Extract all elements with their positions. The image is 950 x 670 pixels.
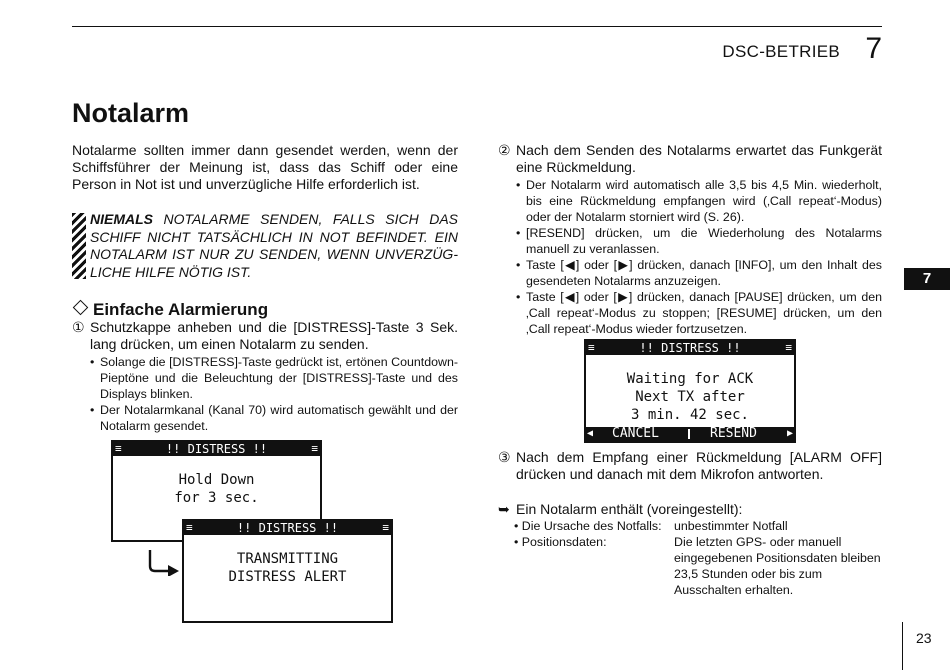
lcd-line: TRANSMITTING	[236, 551, 339, 567]
step-3-number: ③	[498, 449, 511, 465]
step-1-text: Schutzkappe anheben und die [DISTRESS]-Taste 3 Sek. lang drücken, um einen Notalarm zu senden.	[90, 319, 458, 352]
step-2-number: ②	[498, 142, 511, 158]
chapter-tab: 7	[904, 268, 950, 290]
lcd-line: DISTRESS ALERT	[228, 569, 347, 585]
header-rule	[72, 26, 882, 27]
lcd-waiting-ack	[584, 339, 796, 443]
lcd-line: for 3 sec.	[174, 490, 259, 506]
lcd-title-bar: !! DISTRESS !!	[113, 442, 320, 456]
note-text: Ein Notalarm enthält (voreingestellt):	[516, 501, 743, 517]
warning-block	[72, 211, 458, 281]
lcd-line: Hold Down	[178, 472, 255, 488]
step-1	[72, 319, 458, 434]
arrow-right-icon	[146, 548, 182, 576]
warning-body: NOTALARME SENDEN, FALLS SICH DAS SCHIFF NICHT TATSÄCHLICH IN NOT BEFINDET. EIN NOTALARM IST NUR ZU SENDEN, WENN UNVERZÜGLICHE HILFE NÖTIG IST.	[90, 211, 458, 280]
note-arrow-icon: ➥	[498, 501, 510, 517]
page-number: 23	[916, 630, 932, 646]
step-1-bullets	[90, 354, 458, 434]
warning-text	[90, 211, 458, 281]
note-value: Die letzten GPS- oder manuell eingegebenen Positionsdaten bleiben 23,5 Stunden oder bis zum Ausschalten erhalten.	[674, 535, 881, 597]
menu-icon: ≡	[785, 341, 792, 354]
section-number: 7	[865, 32, 882, 65]
lcd-title-bar: !! DISTRESS !!	[586, 341, 794, 355]
footer-rule	[902, 622, 903, 670]
intro-paragraph: Notalarme sollten immer dann gesendet werden, wenn der Schiffsführer der Meinung ist, dass das Schiff oder eine Person in Not ist und unverzügliche Hilfe erforderlich ist.	[72, 142, 458, 192]
lcd-line: Next TX after	[635, 389, 745, 405]
list-item: • Der Notalarm wird automatisch alle 3,5 bis 4,5 Min. wiederholt, bis eine Rückmeldung empfangen wird (‚Call repeat‘-Modus) oder der Notalarm storniert wird (S. 26).	[516, 177, 882, 225]
step-3-text: Nach dem Empfang einer Rückmeldung [ALARM OFF] drücken und danach mit dem Mikrofon antworten.	[516, 449, 882, 482]
chevron-right-icon: ▶	[786, 428, 793, 439]
note-key: • Positionsdaten:	[514, 535, 607, 549]
step-2-bullets	[516, 177, 882, 337]
softkey-divider	[688, 429, 690, 439]
lcd-transmitting	[182, 519, 393, 623]
section-heading	[72, 300, 268, 320]
list-item: • Taste [◀] oder [▶] drücken, danach [PAUSE] drücken, um den ‚Call repeat‘-Modus zu stoppen; [RESUME] drücken, um den ‚Call repeat‘-Modus wieder fortzusetzen.	[516, 289, 882, 337]
menu-icon: ≡	[186, 521, 193, 534]
list-item: • Der Notalarmkanal (Kanal 70) wird automatisch gewählt und der Notalarm gesendet.	[90, 402, 458, 434]
section-heading-text: Einfache Alarmierung	[93, 300, 269, 319]
lcd-line: Waiting for ACK	[626, 371, 754, 387]
diamond-icon	[73, 300, 89, 316]
list-item: • [RESEND] drücken, um die Wiederholung des Notalarms manuell zu veranlassen.	[516, 225, 882, 257]
cancel-softkey: CANCEL	[612, 426, 659, 441]
step-2	[498, 142, 882, 337]
menu-icon: ≡	[115, 442, 122, 455]
lcd-line: 3 min. 42 sec.	[630, 407, 749, 423]
warning-lead: NIEMALS	[90, 211, 153, 227]
lcd-title-bar: !! DISTRESS !!	[184, 521, 391, 535]
step-3	[498, 449, 882, 483]
lcd-softkey-bar	[586, 427, 794, 441]
section-title: DSC-BETRIEB	[722, 42, 840, 61]
step-2-text: Nach dem Senden des Notalarms erwartet das Funkgerät eine Rückmeldung.	[516, 142, 882, 175]
menu-icon: ≡	[311, 442, 318, 455]
note-details	[514, 518, 884, 598]
chevron-left-icon: ◀	[587, 428, 594, 439]
resend-softkey: RESEND	[710, 426, 757, 441]
menu-icon: ≡	[588, 341, 595, 354]
list-item: • Solange die [DISTRESS]-Taste gedrückt ist, ertönen Countdown-Pieptöne und die Beleuchtung der [DISTRESS]-Taste und des Displays blinken.	[90, 354, 458, 402]
page-title: Notalarm	[72, 98, 190, 128]
menu-icon: ≡	[382, 521, 389, 534]
step-1-number: ①	[72, 319, 85, 335]
note	[498, 501, 882, 518]
list-item: • Taste [◀] oder [▶] drücken, danach [INFO], um den Inhalt des gesendeten Notalarms anzuzeigen.	[516, 257, 882, 289]
note-key: • Die Ursache des Notfalls:	[514, 519, 662, 533]
warning-hatch-icon	[72, 213, 86, 279]
note-value: unbestimmter Notfall	[674, 519, 788, 533]
